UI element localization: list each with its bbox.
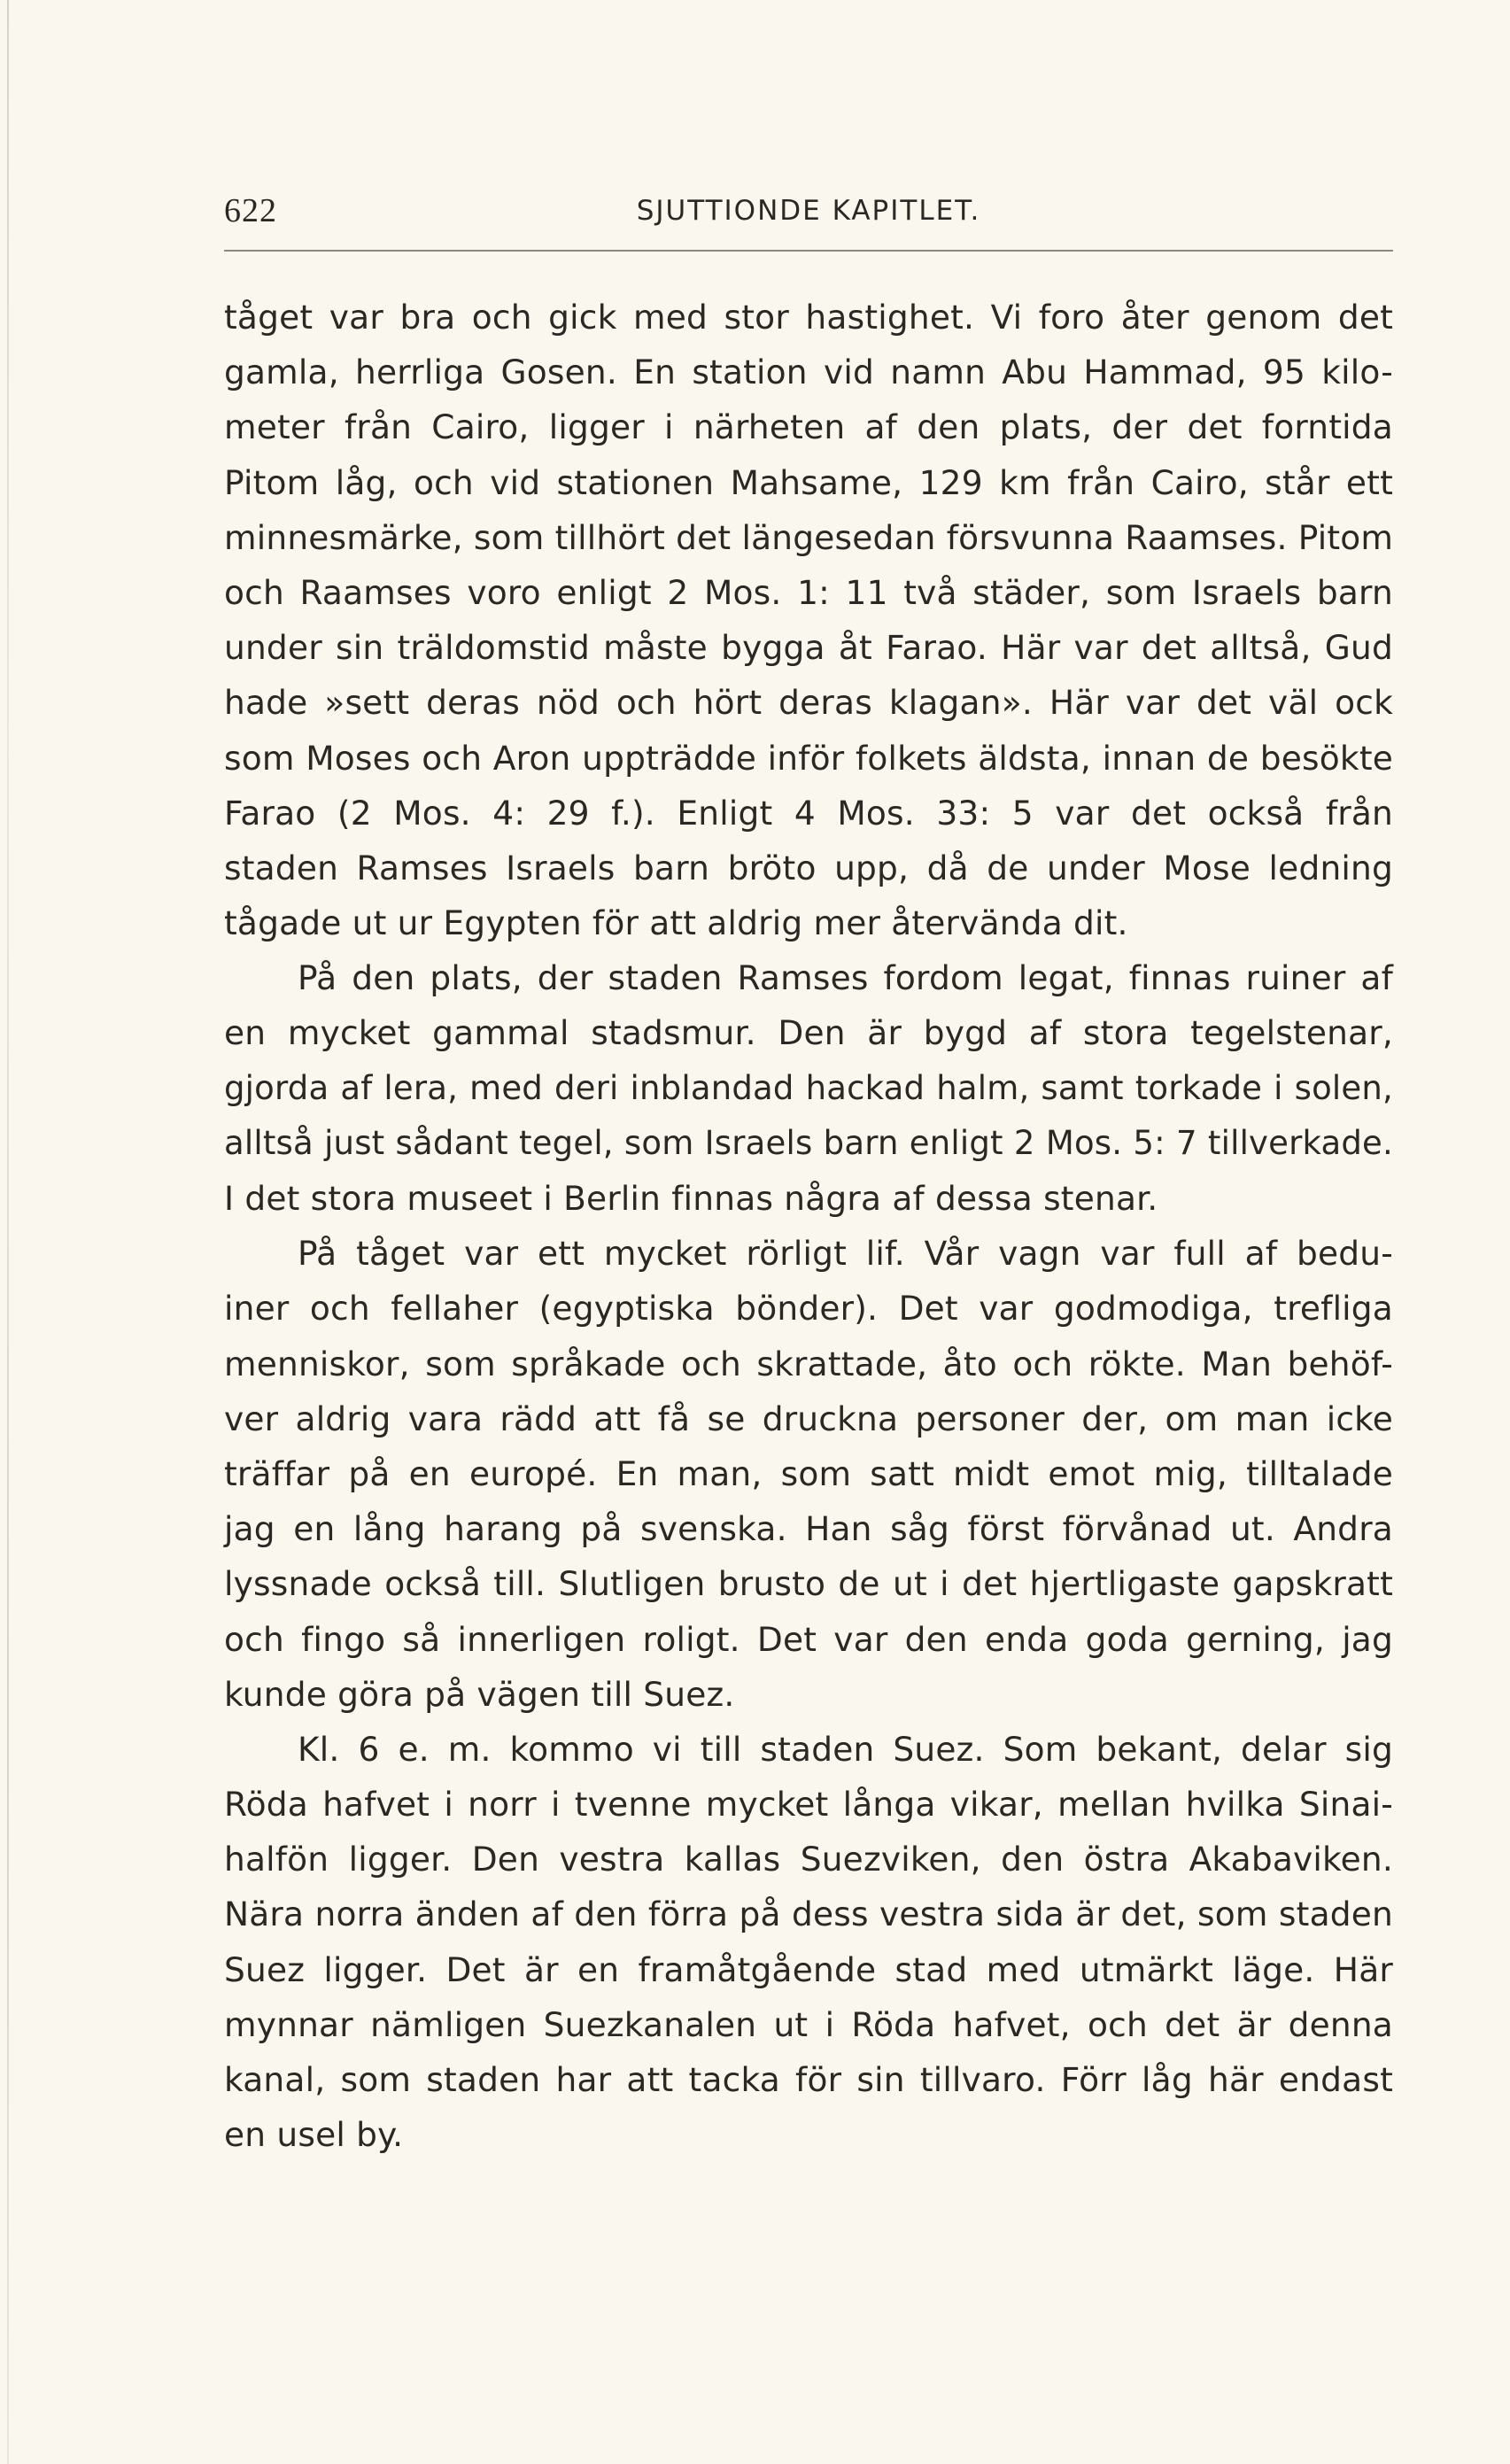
text-line: gamla, herrliga Gosen. En station vid namn Abu Hammad, 95 kilo- xyxy=(224,353,1393,392)
text-line: en mycket gammal stadsmur. Den är bygd af stora tegelstenar, xyxy=(224,1013,1393,1053)
text-line: träffar på en europé. En man, som satt midt emot mig, tilltalade xyxy=(224,1453,1393,1493)
text-line: På tåget var ett mycket rörligt lif. Vår vagn var full af bedu- xyxy=(298,1234,1393,1274)
text-line: mynnar nämligen Suezkanalen ut i Röda hafvet, och det är denna xyxy=(224,2004,1393,2044)
text-line: kunde göra på vägen till Suez. xyxy=(224,1674,735,1714)
text-line: och Raamses voro enligt 2 Mos. 1: 11 två städer, som Israels barn xyxy=(224,572,1393,612)
text-line: under sin träldomstid måste bygga åt Farao. Här var det alltså, Gud xyxy=(224,628,1393,668)
text-line: en usel by. xyxy=(224,2115,404,2155)
text-line: hade »sett deras nöd och hört deras klagan». Här var det väl ock xyxy=(224,683,1393,723)
text-line: gjorda af lera, med deri inblandad hackad halm, samt torkade i solen, xyxy=(224,1068,1393,1107)
header-rule xyxy=(224,250,1393,252)
page-header xyxy=(224,189,1393,233)
text-line: alltså just sådant tegel, som Israels barn enligt 2 Mos. 5: 7 tillverkade. xyxy=(224,1123,1393,1162)
page-edge xyxy=(7,0,9,2464)
text-line: tåget var bra och gick med stor hastighet. Vi foro åter genom det xyxy=(224,298,1393,337)
text-line: kanal, som staden har att tacka för sin tillvaro. Förr låg här endast xyxy=(224,2060,1393,2099)
running-head: SJUTTIONDE KAPITLET. xyxy=(636,195,981,227)
text-line: Suez ligger. Det är en framåtgående stad med utmärkt läge. Här xyxy=(224,1949,1393,1989)
text-line: iner och fellaher (egyptiska bönder). Det var godmodiga, trefliga xyxy=(224,1289,1393,1329)
text-line: minnesmärke, som tillhört det längesedan försvunna Raamses. Pitom xyxy=(224,517,1394,557)
text-line: I det stora museet i Berlin finnas några af dessa stenar. xyxy=(224,1179,1158,1218)
text-line: menniskor, som språkade och skrattade, åto och rökte. Man behöf- xyxy=(224,1344,1393,1383)
text-line: Kl. 6 e. m. kommo vi till staden Suez. Som bekant, delar sig xyxy=(298,1729,1393,1769)
text-line: halfön ligger. Den vestra kallas Suezviken, den östra Akabaviken. xyxy=(224,1840,1393,1879)
text-line: tågade ut ur Egypten för att aldrig mer återvända dit. xyxy=(224,903,1128,943)
text-line: På den plats, der staden Ramses fordom legat, finnas ruiner af xyxy=(298,958,1393,998)
text-line: jag en lång harang på svenska. Han såg först förvånad ut. Andra xyxy=(224,1509,1393,1549)
text-line: meter från Cairo, ligger i närheten af den plats, der det forntida xyxy=(224,407,1393,447)
text-line: ver aldrig vara rädd att få se druckna personer der, om man icke xyxy=(224,1399,1393,1438)
text-line: och fingo så innerligen roligt. Det var den enda goda gerning, jag xyxy=(224,1619,1393,1659)
text-line: Röda hafvet i norr i tvenne mycket långa vikar, mellan hvilka Sinai- xyxy=(224,1785,1393,1825)
text-line: som Moses och Aron uppträdde inför folkets äldsta, innan de besökte xyxy=(224,738,1393,778)
text-line: Farao (2 Mos. 4: 29 f.). Enligt 4 Mos. 33: 5 var det också från xyxy=(224,793,1393,833)
body-text xyxy=(224,290,1393,2162)
text-line: Nära norra änden af den förra på dess vestra sida är det, som staden xyxy=(224,1894,1393,1934)
page-number: 622 xyxy=(224,192,277,229)
text-line: staden Ramses Israels barn bröto upp, då de under Mose ledning xyxy=(224,848,1393,887)
text-line: Pitom låg, och vid stationen Mahsame, 129 km från Cairo, står ett xyxy=(224,462,1393,502)
text-line: lyssnade också till. Slutligen brusto de ut i det hjertligaste gapskratt xyxy=(224,1564,1393,1604)
